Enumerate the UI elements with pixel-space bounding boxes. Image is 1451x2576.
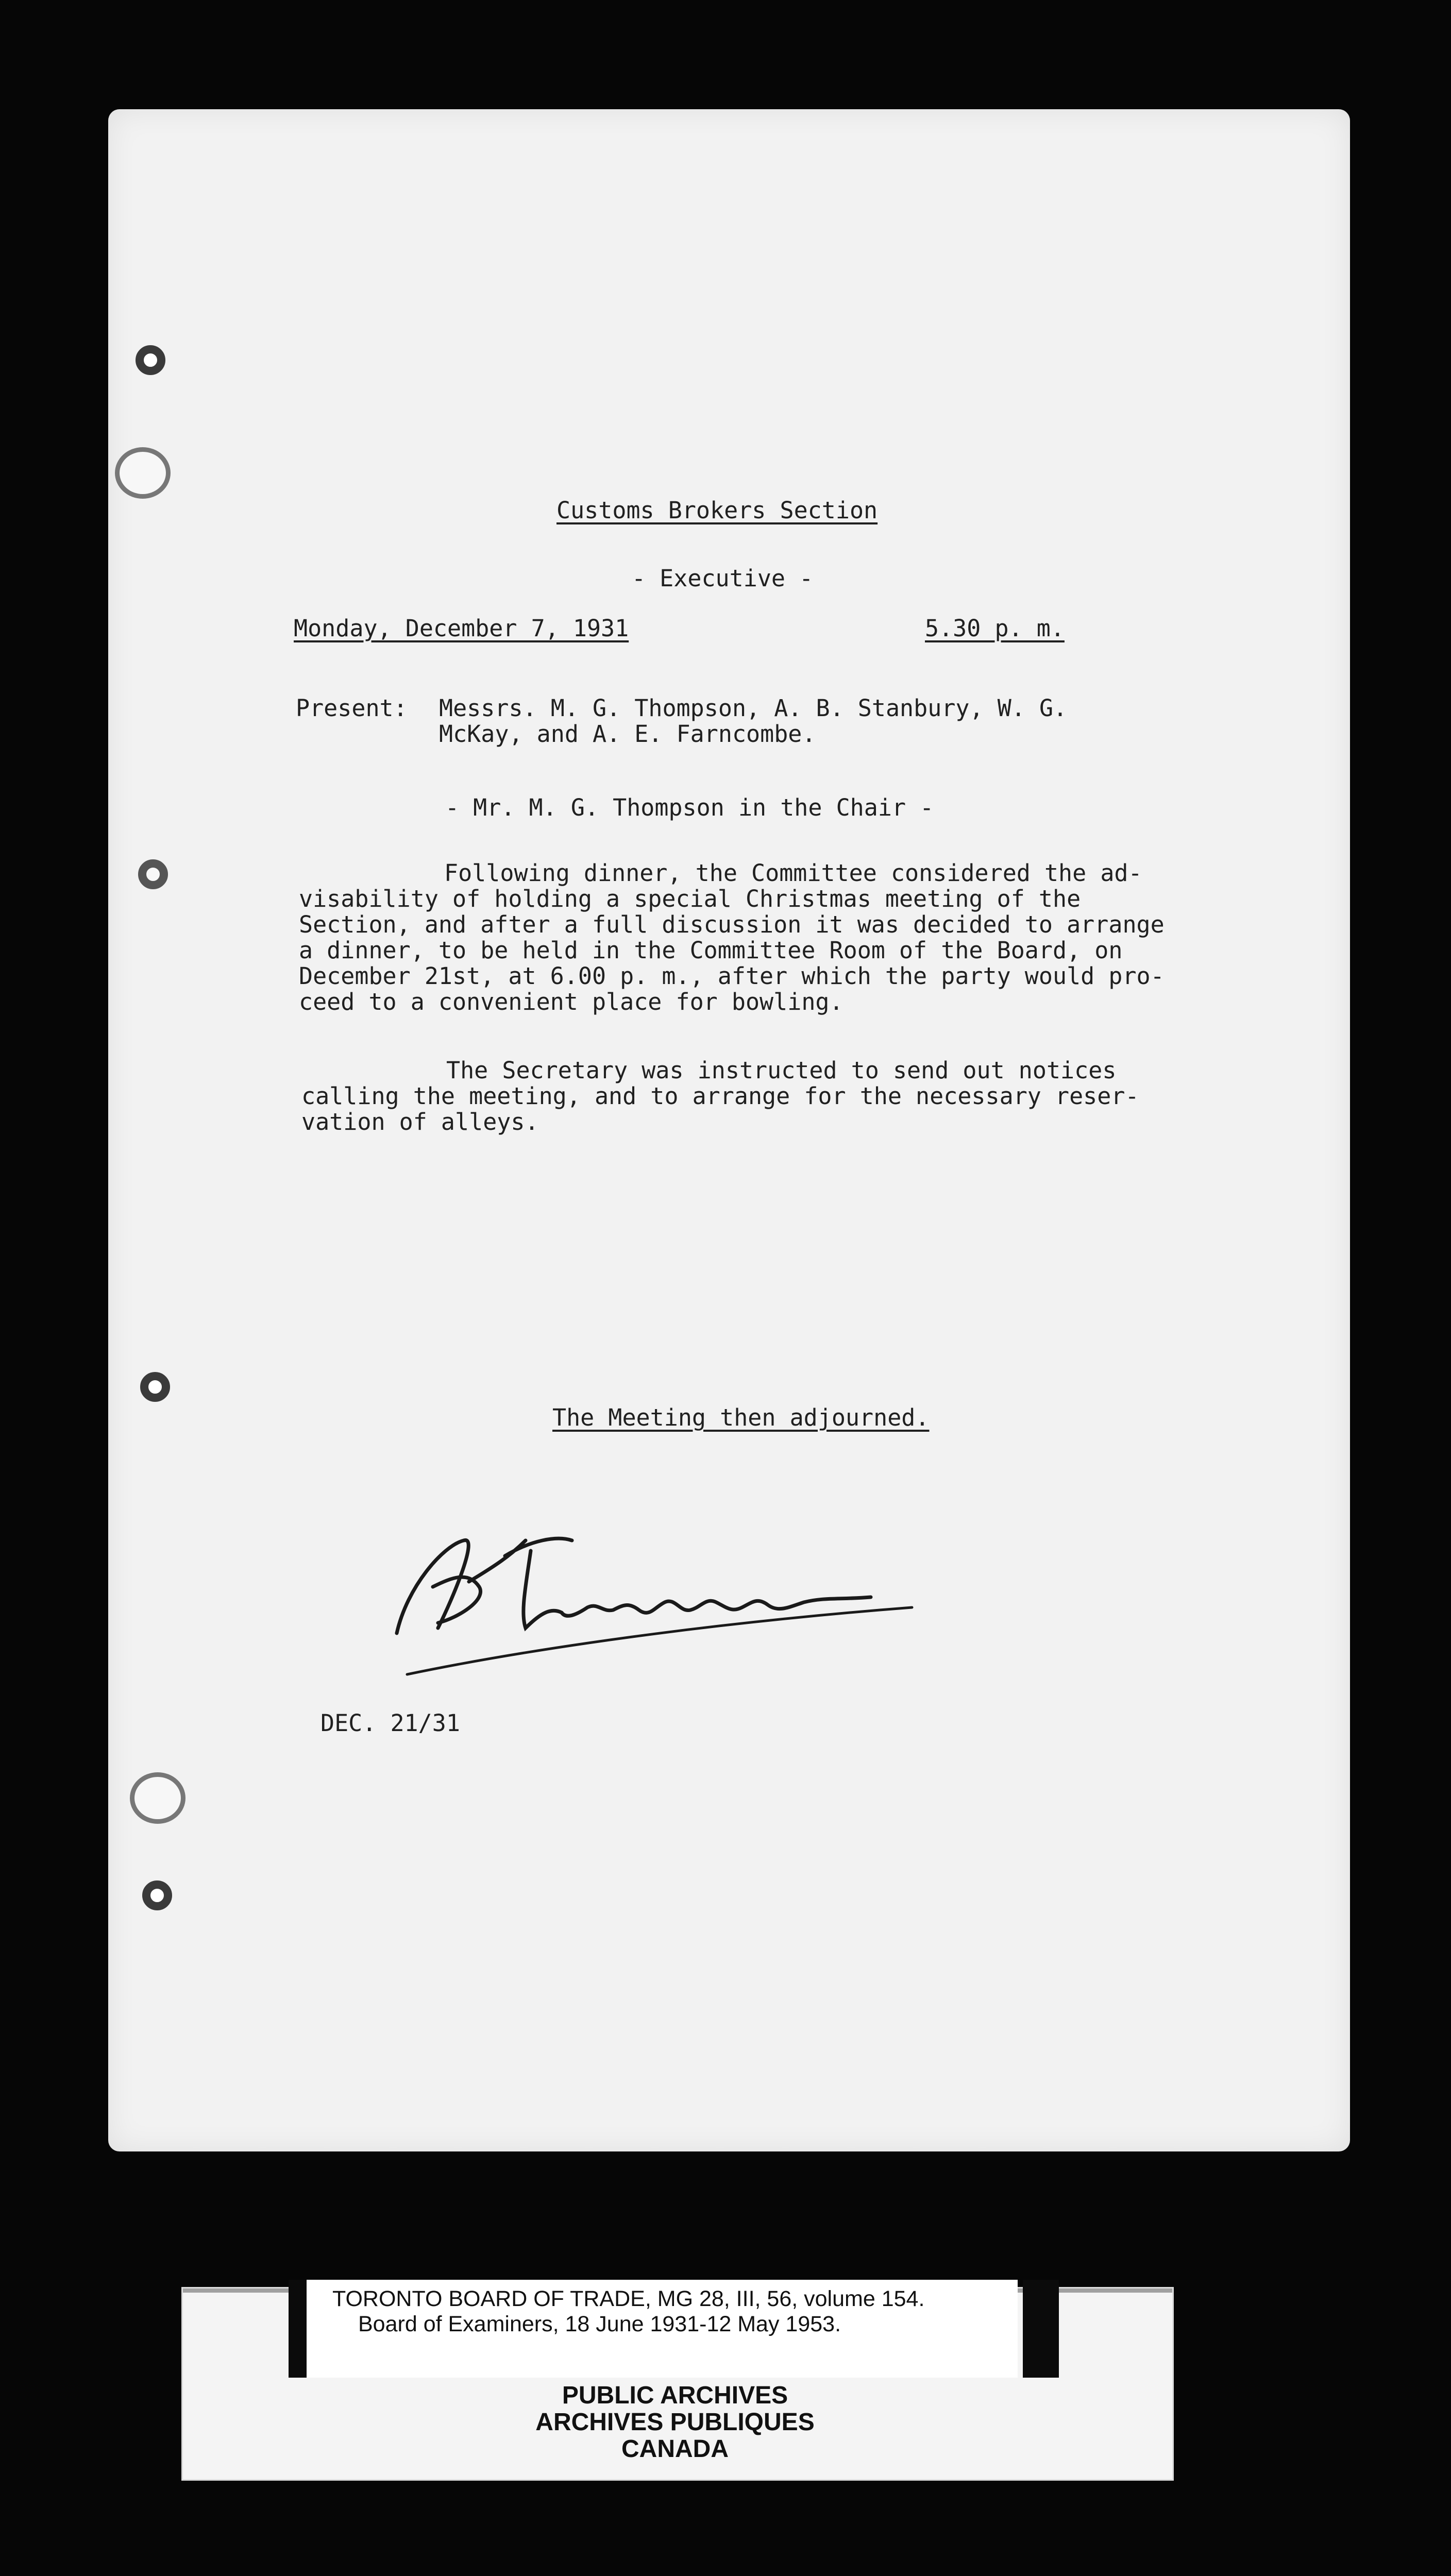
label-notch	[289, 2280, 307, 2378]
archive-reference-line: TORONTO BOARD OF TRADE, MG 28, III, 56, volume 154.	[332, 2286, 925, 2311]
punch-hole	[140, 1372, 170, 1402]
paragraph-line: December 21st, at 6.00 p. m., after which the party would pro-	[299, 962, 1165, 990]
present-label: Present:	[296, 694, 408, 722]
torn-punch-hole	[130, 1772, 185, 1824]
paragraph-line: calling the meeting, and to arrange for the necessary reser-	[301, 1082, 1139, 1110]
archive-reference-line: Board of Examiners, 18 June 1931-12 May 1953.	[358, 2312, 841, 2336]
punch-hole	[142, 1880, 172, 1910]
paragraph-line: a dinner, to be held in the Committee Room of the Board, on	[299, 937, 1123, 964]
archive-name: PUBLIC ARCHIVES	[562, 2382, 788, 2409]
paragraph-line: The Secretary was instructed to send out notices	[446, 1057, 1117, 1084]
section-heading: Customs Brokers Section	[556, 497, 878, 524]
chair-line: - Mr. M. G. Thompson in the Chair -	[445, 794, 934, 821]
label-notch	[1023, 2280, 1059, 2378]
paragraph-line: Section, and after a full discussion it was decided to arrange	[299, 911, 1165, 938]
archive-name-french: ARCHIVES PUBLIQUES	[535, 2409, 815, 2436]
punch-hole	[136, 345, 165, 375]
present-names-line1: Messrs. M. G. Thompson, A. B. Stanbury, W. G.	[439, 694, 1068, 722]
paragraph-line: ceed to a convenient place for bowling.	[299, 988, 843, 1015]
document-sheet	[108, 109, 1350, 2151]
present-names-line2: McKay, and A. E. Farncombe.	[439, 720, 816, 748]
meeting-type: - Executive -	[632, 565, 814, 592]
signature	[376, 1510, 933, 1695]
paragraph-line: visability of holding a special Christmas meeting of the	[299, 885, 1081, 912]
closing-line: The Meeting then adjourned.	[552, 1404, 930, 1431]
paragraph-line: Following dinner, the Committee considered the ad-	[444, 859, 1142, 887]
paragraph-line: vation of alleys.	[301, 1108, 539, 1136]
approval-date: DEC. 21/31	[320, 1709, 460, 1737]
torn-punch-hole	[115, 447, 171, 499]
meeting-date: Monday, December 7, 1931	[294, 615, 629, 642]
meeting-time: 5.30 p. m.	[925, 615, 1065, 642]
punch-hole	[138, 859, 168, 889]
archive-country: CANADA	[621, 2435, 729, 2463]
